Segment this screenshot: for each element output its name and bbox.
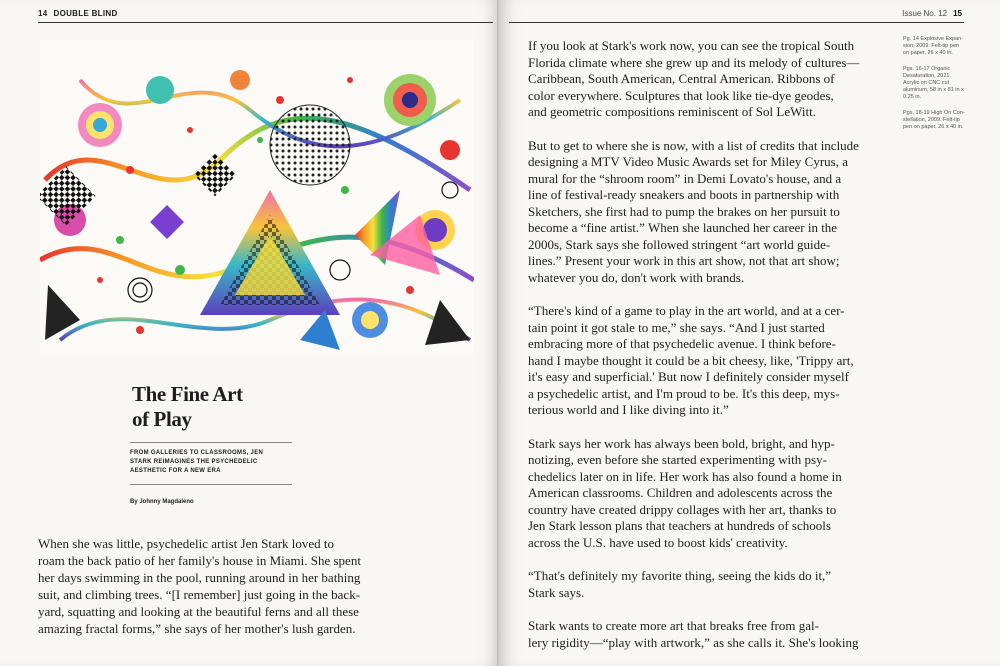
body-line: Jen Stark lesson plans that teachers at hundreds of schools xyxy=(528,518,831,533)
body-line: Caribbean, South American, Central American. Ribbons of xyxy=(528,71,835,86)
running-head: DOUBLE BLIND xyxy=(53,9,118,18)
body-line: whatever you do, don't work with brands. xyxy=(528,269,745,285)
body-line: line of festival-ready sneakers and boots in partnership with xyxy=(528,187,840,202)
body-line: embracing more of that psychedelic avenue. I think before- xyxy=(528,336,836,351)
byline: By Johnny Magdaleno xyxy=(130,499,194,505)
dek-line: AESTHETIC FOR A NEW ERA xyxy=(130,468,221,474)
body-line: her days swimming in the pool, running around in her bathing xyxy=(38,570,361,585)
body-line: If you look at Stark's work now, you can see the tropical South xyxy=(528,38,855,53)
paragraph xyxy=(528,303,880,419)
dek-rule-top xyxy=(130,442,292,443)
right-folio xyxy=(902,9,962,18)
caption-line: Desaturation, 2021. xyxy=(903,73,952,79)
caption-line: pen on paper, 26 x 40 in. xyxy=(903,124,964,130)
body-line: “That's definitely my favorite thing, seeing the kids do it,” xyxy=(528,568,832,583)
dek-line: STARK REIMAGINES THE PSYCHEDELIC xyxy=(130,459,258,465)
right-page-number: 15 xyxy=(953,9,962,18)
body-line: roam the back patio of her family's house in Miami. She spent xyxy=(38,553,361,568)
body-line: American classrooms. Children and adolescents across the xyxy=(528,485,833,500)
left-page xyxy=(0,0,499,666)
body-line: a psychedelic artist, and I'm proud to be. It's this deep, mys- xyxy=(528,385,840,401)
body-line: Stark says her work has always been bold, bright, and hyp- xyxy=(528,435,835,451)
right-page xyxy=(501,0,1000,666)
body-line: country have created drippy collages with her art, thanks to xyxy=(528,501,837,517)
body-line: suit, and climbing trees. “[I remember] just going in the back- xyxy=(38,587,361,602)
left-header-rule xyxy=(38,22,493,23)
body-line: Sketchers, she first had to pump the brakes on her pursuit to xyxy=(528,203,840,219)
dek-line: FROM GALLERIES TO CLASSROOMS, JEN xyxy=(130,450,264,456)
left-page-number: 14 xyxy=(38,9,48,18)
body-line: Stark wants to create more art that breaks free from gal- xyxy=(528,618,819,633)
body-line: notizing, even before she started experimenting with psy- xyxy=(528,452,827,467)
body-line: But to get to where she is now, with a list of credits that include xyxy=(528,137,859,153)
article-title xyxy=(132,382,432,432)
paragraph xyxy=(528,138,880,287)
body-line: yard, squatting and looking at the beautiful ferns and all these xyxy=(38,604,359,619)
issue-label: Issue No. 12 xyxy=(902,9,948,18)
caption xyxy=(903,110,965,131)
caption-line: Pg. 14 Explosive Expan- xyxy=(903,36,963,42)
body-line: Stark says. xyxy=(528,584,585,600)
body-line: across the U.S. have used to boost kids' creativity. xyxy=(528,534,788,550)
body-line: When she was little, psychedelic artist Jen Stark loved to xyxy=(38,536,335,551)
body-line: lines.” Present your work in this art show, not that art show; xyxy=(528,253,840,268)
body-line: chedelics later on in life. Her work has also found a home in xyxy=(528,468,842,484)
right-header-rule xyxy=(509,22,964,23)
caption-line: Pgs. 18-19 High On Con- xyxy=(903,110,965,116)
body-line: and geometric compositions reminiscent of Sol LeWitt. xyxy=(528,104,816,119)
paragraph xyxy=(528,618,880,651)
paragraph xyxy=(528,568,880,601)
body-line: “There's kind of a game to play in the art world, and at a cer- xyxy=(528,303,845,318)
right-body-text xyxy=(528,38,880,666)
caption xyxy=(903,66,965,101)
body-line: amazing fractal forms,” she says of her mother's lush garden. xyxy=(38,621,356,636)
caption-line: aluminum, 58 in x 81 in x xyxy=(903,87,964,93)
left-body-text xyxy=(38,535,384,637)
body-line: lery rigidity—“play with artwork,” as she calls it. She's looking xyxy=(528,634,859,650)
left-folio xyxy=(38,9,118,18)
title-line-2: of Play xyxy=(132,407,192,431)
body-line: mural for the “shroom room” in Demi Lovato's house, and a xyxy=(528,170,842,186)
caption-line: Pgs. 16-17 Organic xyxy=(903,66,951,72)
body-line: tain point it got stale to me,” she says. “And I just started xyxy=(528,319,825,335)
caption-line: sion, 2009. Felt-tip pen xyxy=(903,43,959,49)
body-line: color everywhere. Sculptures that look like tie-dye geodes, xyxy=(528,87,834,103)
body-line: become a “fine artist.” When she launched her career in the xyxy=(528,220,838,235)
caption-line: on paper, 26 x 40 in. xyxy=(903,50,953,56)
psychedelic-artwork-image xyxy=(40,40,474,358)
body-line: designing a MTV Video Music Awards set for Miley Cyrus, a xyxy=(528,154,848,169)
body-line: hand I maybe thought it could be a bit cheesy, like, 'Trippy art, xyxy=(528,352,854,368)
caption-line: 0.25 in. xyxy=(903,94,922,100)
body-line: 2000s, Stark says she followed stringent “art world guide- xyxy=(528,236,831,252)
dek-rule-bottom xyxy=(130,484,292,485)
caption-line: Acrylic on CNC cut xyxy=(903,80,950,86)
title-line-1: The Fine Art xyxy=(132,382,243,406)
body-line: it's easy and superficial.' But now I definitely consider myself xyxy=(528,369,849,384)
image-captions xyxy=(903,36,965,140)
body-line: terious world and I like diving into it.” xyxy=(528,402,729,417)
paragraph xyxy=(528,436,880,552)
article-dek xyxy=(130,449,292,476)
caption xyxy=(903,36,965,57)
paragraph xyxy=(528,38,880,121)
body-line: Florida climate where she grew up and its melody of cultures— xyxy=(528,54,860,70)
caption-line: stellation, 2009. Felt-tip xyxy=(903,117,960,123)
